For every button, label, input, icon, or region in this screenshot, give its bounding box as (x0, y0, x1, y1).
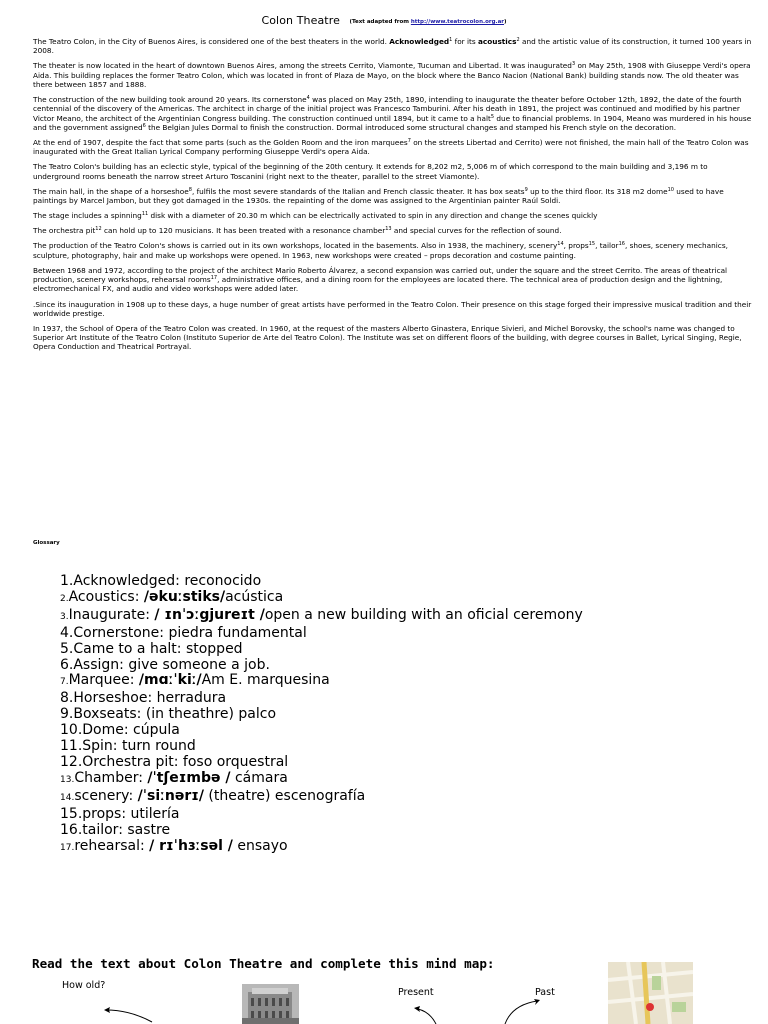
glossary-item-number: 15. (60, 805, 83, 822)
keyword-text: acoustics (478, 37, 517, 46)
glossary-item-number: 1. (60, 573, 74, 589)
glossary-item-number: 14. (60, 792, 75, 803)
glossary-item-number: 3. (60, 611, 69, 622)
text-run: .Since its inauguration in 1908 up to these days, a huge number of great artists have performed in the Teatro Colon. Their presence on this stage forged their impressive musical tradition and their worldwide prestige. (33, 299, 752, 318)
arrow-how-old (106, 1010, 152, 1022)
text-run: , fulfils the most severe standards of the Italian and French classic theater. It has box seats (191, 186, 525, 196)
glossary-item-number: 17. (60, 842, 75, 853)
theatre-photo (242, 984, 299, 1024)
text-run: disk with a diameter of 20.30 m which can be electrically activated to spin in any direction and change the scenes quickly (148, 211, 598, 221)
text-run: scenery: (74, 787, 138, 804)
text-run: Orchestra pit: foso orquestral (82, 753, 289, 770)
text-run: In 1937, the School of Opera of the Teatro Colon was created. In 1960, at the request of the masters Alberto Ginastera, Enrique Sivieri, and Michel Borovsky, the school's name was changed to Superior Art Institute of the Teatro Colon (Instituto Superior de Arte del Teatro Colon). The Institute was set on different floors of the building, with degree courses in Ballet, Lyrical Singing, Regie, Opera Conduction and Theatrical Portrayal. (33, 323, 742, 352)
source-prefix: (Text adapted from (349, 19, 409, 25)
footnote-marker: 7 (407, 138, 411, 145)
text-run: , shoes, scenery mechanics, sculpture, photography, hair and make up workshops were opened. In 1963, new workshops were created – props decoration and costume painting. (33, 241, 728, 260)
text-run: At the end of 1907, despite the fact that some parts (such as the Golden Room and the iron marquees (33, 138, 408, 148)
footnote-marker: 5 (490, 113, 495, 120)
text-run: for its (452, 37, 478, 46)
arrow-present (418, 1009, 436, 1024)
mindmap-label-past: Past (535, 987, 555, 998)
footnote-marker: 15 (588, 241, 596, 248)
text-run: Chamber: (74, 769, 148, 786)
text-run: tailor: sastre (82, 821, 171, 838)
glossary-item-number: 11. (60, 738, 83, 755)
text-run: Horseshoe: herradura (73, 690, 227, 707)
text-run: can hold up to 120 musicians. It has been treated with a resonance chamber (101, 226, 386, 236)
mindmap-label-how-old: How old? (62, 980, 106, 991)
text-run: The Teatro Colon's building has an eclectic style, typical of the beginning of the 20th century. It extends for 8,202 m2, 5,006 m of which correspond to the main building and 3,196 m to underground rooms beneath the narrow street Arturo Toscanini (right next to the theater, parallel to the street Viamonte). (33, 162, 708, 181)
glossary-item-number: 12. (60, 753, 83, 770)
text-run: was placed on May 25th, 1890, intending to inaugurate the theater before October 12th, 1892, the date of the fourth centennial of the discovery of the Americas. The architect in charge of the initial project was Francesco Tamburini. After his death in 1891, the project was continued and modified by his partner Victor Meano, the architect of the Argentinian Congress building. The construction continued until 1894, but it came to a halt (33, 95, 742, 123)
footnote-marker: 9 (524, 186, 528, 193)
footnote-marker: 3 (571, 61, 576, 68)
keyword-text: /əkuːstiks/ (143, 588, 226, 605)
text-run: The theater is now located in the heart of downtown Buenos Aires, among the streets Cerrito, Viamonte, Tucuman and Libertad. It was inaugurated (33, 61, 572, 71)
text-run: Am E. marquesina (201, 672, 330, 689)
text-run: The production of the Teatro Colon's shows is carried out in its own workshops, located in the basements. Also in 1938, the machinery, scenery (33, 241, 558, 251)
text-run: The construction of the new building took around 20 years. Its cornerstone (33, 95, 307, 105)
text-run: ensayo (232, 837, 288, 854)
text-run: Acoustics: (68, 588, 144, 605)
text-run: Marquee: (68, 672, 139, 689)
arrow-past (505, 1001, 537, 1024)
keyword-text: /mɑːˈkiː/ (138, 672, 202, 689)
text-run: The stage includes a spinning (33, 211, 142, 221)
source-link[interactable]: http://www.teatrocolon.org.ar (410, 19, 505, 25)
text-run: and special curves for the reflection of sound. (391, 226, 562, 236)
glossary-item-number: 6. (60, 656, 74, 673)
text-run: and the artistic value of its construction, it turned 100 years in 2008. (33, 37, 752, 56)
footnote-marker: 17 (210, 275, 218, 282)
glossary-item-number: 13. (60, 774, 75, 785)
text-run: Dome: cúpula (82, 722, 180, 739)
footnote-marker: 16 (618, 241, 625, 248)
glossary-item-number: 16. (60, 821, 83, 838)
keyword-text: / ɪnˈɔːgjureɪt / (154, 606, 265, 623)
text-run: Came to a halt: stopped (73, 640, 243, 657)
keyword-text: Acknowledged (389, 37, 450, 46)
text-run: used to have paintings by Marcel Jambon, but they got damaged in the 1930s. the repainting of the dome was assigned to the Argentinian painter Raúl Soldi. (33, 186, 724, 206)
text-run: acústica (225, 588, 284, 605)
footnote-marker: 4 (306, 95, 310, 102)
text-run: Spin: turn round (82, 738, 196, 755)
text-run: (theatre) escenografía (203, 787, 366, 804)
document-title: Colon Theatre (261, 14, 340, 27)
task-instruction: Read the text about Colon Theatre and complete this mind map: (32, 956, 495, 971)
footnote-marker: 12 (95, 226, 102, 233)
mindmap-label-present: Present (398, 987, 434, 998)
text-run: rehearsal: (74, 837, 150, 854)
footnote-marker: 2 (516, 37, 520, 43)
glossary-item-number: 9. (60, 706, 74, 723)
text-run: cámara (230, 769, 288, 786)
footnote-marker: 6 (142, 122, 146, 129)
text-run: , props (563, 241, 589, 251)
text-run: , tailor (595, 241, 619, 251)
text-run: The main hall, in the shape of a horseshoe (33, 186, 189, 196)
glossary-item-number: 10. (60, 722, 83, 739)
footnote-marker: 1 (449, 37, 453, 43)
glossary-item-number: 2. (60, 593, 69, 604)
text-run: props: utilería (82, 805, 180, 822)
text-run: Boxseats: (in theathre) palco (73, 706, 277, 723)
text-run: on the streets Libertad and Cerrito) were not finished, the main hall of the Teatro Colon was inaugurated with the Great Italian Lyrical Company performing Giuseppe Verdi's opera Aida. (33, 138, 749, 157)
footnote-marker: 13 (385, 226, 392, 233)
glossary-item-number: 5. (60, 640, 74, 657)
footnote-marker: 8 (188, 186, 192, 193)
keyword-text: / rɪˈhɜːsəl / (149, 837, 233, 854)
keyword-text: /ˈsiːnərɪ/ (137, 787, 204, 804)
text-run: due to financial problems. In 1904, Meano was murdered in his house and the government assigned (33, 113, 752, 132)
glossary-item-number: 4. (60, 624, 74, 641)
text-run: open a new building with an oficial ceremony (264, 606, 583, 623)
text-run: Acknowledged: reconocido (73, 573, 262, 589)
glossary-item-number: 8. (60, 690, 74, 707)
glossary-item-number: 7. (60, 677, 69, 688)
footnote-marker: 11 (141, 211, 149, 218)
text-run: Inaugurate: (68, 606, 155, 623)
street-map (608, 962, 693, 1024)
text-run: up to the third floor. Its 318 m2 dome (527, 186, 668, 196)
keyword-text: /ˈtʃeɪmbə / (147, 769, 231, 786)
text-run: Between 1968 and 1972, according to the project of the architect Mario Roberto Álvarez, a second expansion was carried out, under the square and the street Cerrito. The areas of theatrical production, scenery workshops, rehearsal rooms (33, 265, 728, 285)
source-suffix: ) (504, 19, 507, 25)
footnote-marker: 14 (557, 241, 564, 248)
footnote-marker: 10 (667, 186, 674, 193)
text-run: on May 25th, 1908 with Giuseppe Verdi's opera Aida. This building replaces the former Teatro Colon, which was located in front of Plaza de Mayo, on the block where the Banco Nacion (National Bank) building stands now. The old theater was there between 1857 and 1888. (33, 61, 751, 89)
text-run: the Belgian Jules Dormal to finish the construction. Dormal introduced some structural changes and stamped his French style on the decoration. (145, 122, 677, 132)
text-run: , administrative offices, and a dining room for the employees are located there. The technical area of production design and the lightning, electromechanical FX, and audio and video workshops were added later. (33, 275, 723, 294)
text-run: Assign: give someone a job. (73, 656, 270, 673)
text-run: Cornerstone: piedra fundamental (73, 624, 307, 641)
text-run: The orchestra pit (33, 226, 96, 236)
glossary-heading: Glossary (33, 540, 60, 546)
text-run: The Teatro Colon, in the City of Buenos Aires, is considered one of the best theaters in the world. (33, 37, 390, 46)
